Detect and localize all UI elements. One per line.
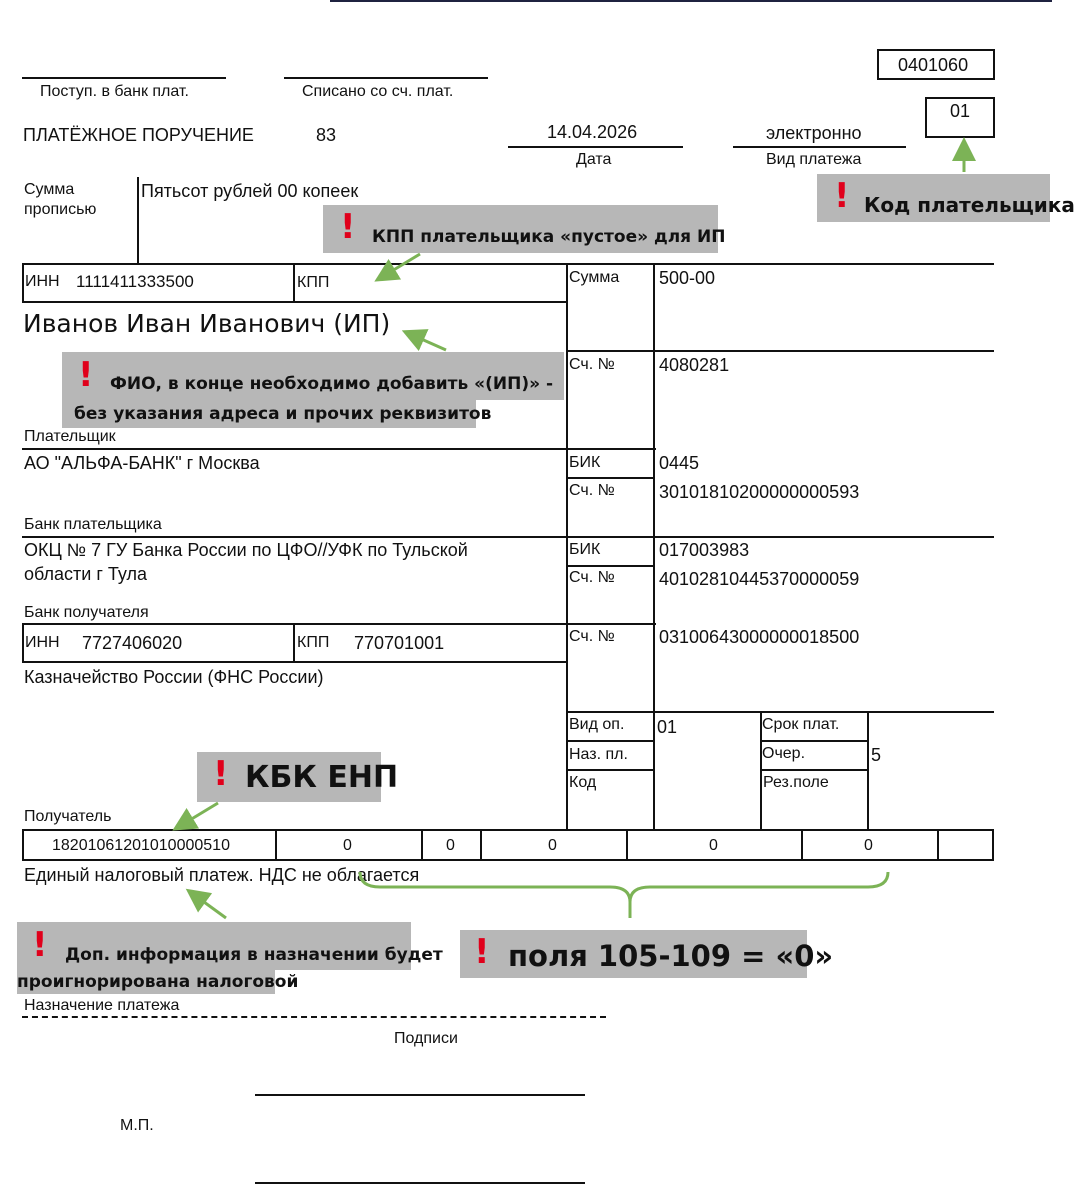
purpose-label: Назначение платежа <box>24 997 180 1014</box>
payer-inn: 1111411333500 <box>76 272 194 291</box>
payer-acc-label: Сч. № <box>569 356 615 373</box>
recipient-inn: 7727406020 <box>82 633 183 653</box>
recipient-bank-name-1: ОКЦ № 7 ГУ Банка России по ЦФО//УФК по Тульской <box>24 540 468 560</box>
payment-type-label: Вид платежа <box>766 151 862 168</box>
payer-bank-bik: 0445 <box>659 453 700 473</box>
arrow-kpp <box>382 254 420 277</box>
arrow-fio <box>410 334 446 350</box>
amount-words-label-2: прописью <box>24 201 97 218</box>
grid-v-col1 <box>566 263 568 829</box>
form-code: 0401060 <box>898 55 969 75</box>
grid-v-inn-kpp <box>293 263 295 303</box>
op-kod-label: Код <box>569 774 597 791</box>
grid-v-col2 <box>653 263 655 829</box>
grid-h-payer-bank <box>22 448 656 450</box>
callout-extra-info-line-2: проигнорирована налоговой <box>17 972 299 992</box>
callout-fio-excl: ! <box>78 355 94 395</box>
tax-div-6 <box>937 829 939 861</box>
payment-type-value: электронно <box>766 123 862 143</box>
callout-payer-code-excl: ! <box>834 176 850 216</box>
recipient-bank-label: Банк получателя <box>24 604 149 621</box>
tax-div-1 <box>275 829 277 861</box>
op-rez-label: Рез.поле <box>763 774 829 791</box>
tax-field-109: 0 <box>864 837 873 854</box>
recipient-bank-bik-label: БИК <box>569 541 601 558</box>
payer-bank-bik-label: БИК <box>569 454 601 471</box>
recipient-bank-account: 40102810445370000059 <box>659 569 860 589</box>
grid-v-rec-left <box>22 623 24 663</box>
signature-line-2 <box>255 1182 585 1184</box>
stamp-label: М.П. <box>120 1117 154 1134</box>
grid-h1 <box>22 263 994 265</box>
tax-div-2 <box>421 829 423 861</box>
callout-fio-line-1: ФИО, в конце необходимо добавить «(ИП)» - <box>110 374 554 394</box>
callout-kpp-empty-excl: ! <box>340 207 356 247</box>
sum-label: Сумма <box>569 269 620 286</box>
doc-title: ПЛАТЁЖНОЕ ПОРУЧЕНИЕ <box>23 125 254 145</box>
bank-received-label: Поступ. в банк плат. <box>40 83 189 100</box>
grid-h-op-right-2 <box>760 740 869 742</box>
doc-number: 83 <box>316 125 337 145</box>
op-vid-value: 01 <box>657 717 678 737</box>
recipient-bank-name-2: области г Тула <box>24 564 147 584</box>
callout-extra-info-excl: ! <box>32 925 48 965</box>
tax-field-105: 0 <box>343 837 352 854</box>
payer-bank-label: Банк плательщика <box>24 516 162 533</box>
date-line <box>508 146 683 148</box>
payer-label: Плательщик <box>24 428 116 445</box>
arrow-kbk <box>180 803 218 826</box>
grid-h-rec-bank <box>22 536 994 538</box>
grid-h-bik2 <box>566 565 655 567</box>
date-value: 14.04.2026 <box>547 122 638 142</box>
debited-label: Списано со сч. плат. <box>302 83 454 100</box>
grid-v-rec-inn-kpp <box>293 623 295 663</box>
signatures-label: Подписи <box>394 1030 458 1047</box>
recipient-acc-label: Сч. № <box>569 628 615 645</box>
payer-bank-acc-label: Сч. № <box>569 482 615 499</box>
recipient-bank-acc-label: Сч. № <box>569 569 615 586</box>
callout-fields-zero-text: поля 105-109 = «0» <box>508 939 834 973</box>
bank-received-line <box>22 77 226 79</box>
op-naz-label: Наз. пл. <box>569 746 628 763</box>
callout-fio-line-2: без указания адреса и прочих реквизитов <box>74 404 492 424</box>
amount-words-divider <box>137 177 139 263</box>
tax-div-3 <box>480 829 482 861</box>
grid-h-acc <box>566 350 994 352</box>
payer-bank-corr-account: 30101810200000000593 <box>659 482 860 502</box>
signature-line-1 <box>255 1094 585 1096</box>
sum-value: 500-00 <box>659 268 716 288</box>
tax-field-108: 0 <box>709 837 718 854</box>
purpose-dashed-line <box>22 1016 606 1018</box>
payer-status: 01 <box>950 101 971 121</box>
grid-h-bik1 <box>566 477 655 479</box>
callout-kbk-text: КБК ЕНП <box>245 760 399 795</box>
payer-account: 4080281 <box>659 355 730 375</box>
payment-type-line <box>733 146 906 148</box>
top-bar <box>330 0 1052 2</box>
kbk-value: 18201061201010000510 <box>52 837 230 854</box>
recipient-account: 03100643000000018500 <box>659 627 860 647</box>
callout-kpp-empty-text: КПП плательщика «пустое» для ИП <box>372 227 726 247</box>
payer-inn-label: ИНН <box>25 273 60 290</box>
callout-payer-code-text: Код плательщика <box>864 193 1075 217</box>
grid-v-left <box>22 263 24 303</box>
op-ocher-value: 5 <box>871 745 882 765</box>
grid-h-op <box>566 711 994 713</box>
callout-kbk-excl: ! <box>213 754 229 794</box>
purpose-text: Единый налоговый платеж. НДС не облагается <box>24 865 420 885</box>
amount-words-label-1: Сумма <box>24 181 75 198</box>
recipient-name: Казначейство России (ФНС России) <box>24 667 324 687</box>
fields-bracket <box>360 872 888 918</box>
op-srok-label: Срок плат. <box>762 716 840 733</box>
recipient-kpp: 770701001 <box>354 633 445 653</box>
recipient-kpp-label: КПП <box>297 634 330 651</box>
recipient-inn-label: ИНН <box>25 634 60 651</box>
amount-words: Пятьсот рублей 00 копеек <box>141 181 359 201</box>
payer-bank-name: АО "АЛЬФА-БАНК" г Москва <box>24 453 260 473</box>
grid-h-rec-inn <box>22 623 656 625</box>
op-vid-label: Вид оп. <box>569 716 625 733</box>
tax-field-106: 0 <box>446 837 455 854</box>
callout-extra-info-line-1: Доп. информация в назначении будет <box>65 945 443 965</box>
tax-field-107: 0 <box>548 837 557 854</box>
arrow-extra-info <box>193 894 226 918</box>
grid-h-op-3 <box>566 769 655 771</box>
grid-h-op-2 <box>566 740 655 742</box>
debited-line <box>284 77 488 79</box>
recipient-bank-bik: 017003983 <box>659 540 750 560</box>
grid-h-op-right-3 <box>760 769 869 771</box>
date-label: Дата <box>576 151 612 168</box>
tax-div-4 <box>626 829 628 861</box>
payer-kpp-label: КПП <box>297 274 330 291</box>
tax-div-5 <box>801 829 803 861</box>
op-ocher-label: Очер. <box>762 745 806 762</box>
callout-fields-zero-excl: ! <box>474 932 490 972</box>
recipient-label: Получатель <box>24 808 112 825</box>
payer-name: Иванов Иван Иванович (ИП) <box>23 309 391 338</box>
